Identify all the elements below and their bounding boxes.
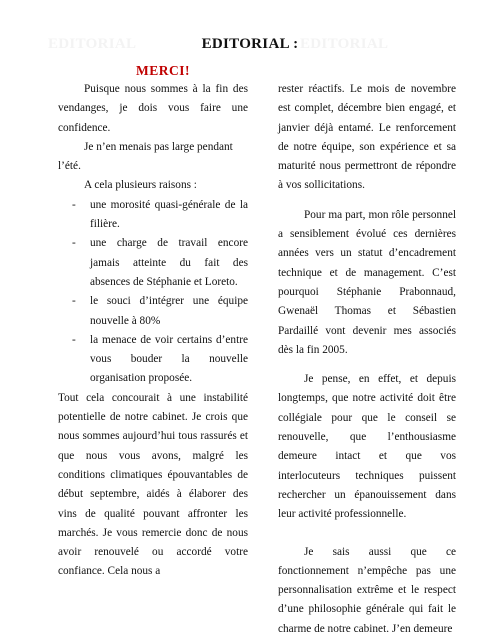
bullet-dash: - [72, 295, 76, 308]
paragraph: Je sais aussi que ce fonctionnement n’empêche pas une personnalisation extrême et le respect d’une philosophie générale qui fait le charme de notre cabinet. J’en demeure [278, 545, 456, 635]
paragraph: Pour ma part, mon rôle personnel a sensiblement évolué ces dernières années vers un statut d’encadrement technique et de management. C’est pourquoi Stéphanie Prabonnaud, Gwenaël Thomas et Sébastien Pardaillé vont devenir mes associés dès la fin 2005. [278, 208, 456, 356]
spacer [278, 525, 456, 543]
list-item-text: le souci d’intégrer une équipe nouvelle à 80% [90, 295, 248, 327]
list-item-text: une morosité quasi-générale de la filière. [90, 198, 248, 231]
list-item-text: la menace de voir certains d’entre vous bouder la nouvelle organisation proposée. [90, 333, 248, 385]
spacer [278, 360, 456, 370]
bullet-dash: - [72, 237, 76, 250]
list-item [58, 331, 248, 389]
ghost-title-right: EDITORIAL [300, 36, 389, 52]
paragraph: Je n’en menais pas large pendant l’été. [58, 140, 233, 173]
paragraph: Puisque nous sommes à la fin des vendanges, je dois vous faire une confidence. [58, 83, 248, 134]
spacer [278, 196, 456, 206]
section-heading: MERCI! [136, 63, 190, 78]
list-item [58, 292, 248, 331]
bullet-dash: - [72, 333, 76, 346]
paragraph: Tout cela concourait à une instabilité potentielle de notre cabinet. Je crois que nous sommes aujourd’hui tous rassurés et que nous vous avons, malgré les conditions climatiques épouvantables de début septembre, aidés à élaborer des vins de qualité pouvant affronter les marchés. Je vous remercie donc de nous avoir renouvelé ou accordé votre confiance. Cela nous a [58, 391, 248, 578]
bullet-dash: - [72, 198, 76, 211]
list-item [58, 196, 248, 235]
paragraph: A cela plusieurs raisons : [84, 179, 197, 192]
list-item [58, 234, 248, 292]
right-column [278, 80, 456, 639]
paragraph: rester réactifs. Le mois de novembre est complet, décembre bien engagé, et janvier déjà entamé. Le renforcement de notre équipe, son expérience et sa maturité nous permettront de répondre à vos sollicitations. [278, 83, 456, 192]
left-column [58, 80, 248, 582]
list-item-text: une charge de travail encore jamais atteinte du fait des absences de Stéphanie et Loreto. [90, 237, 248, 288]
ghost-title-left: EDITORIAL [48, 36, 137, 52]
page-title: EDITORIAL : [201, 36, 299, 52]
paragraph: Je pense, en effet, et depuis longtemps, que notre activité doit être collégiale pour que le conseil se renouvelle, que l’enthousiasme demeure intact et que vos interlocuteurs techniques puissent rechercher un épanouissement dans leur activité professionnelle. [278, 373, 456, 521]
